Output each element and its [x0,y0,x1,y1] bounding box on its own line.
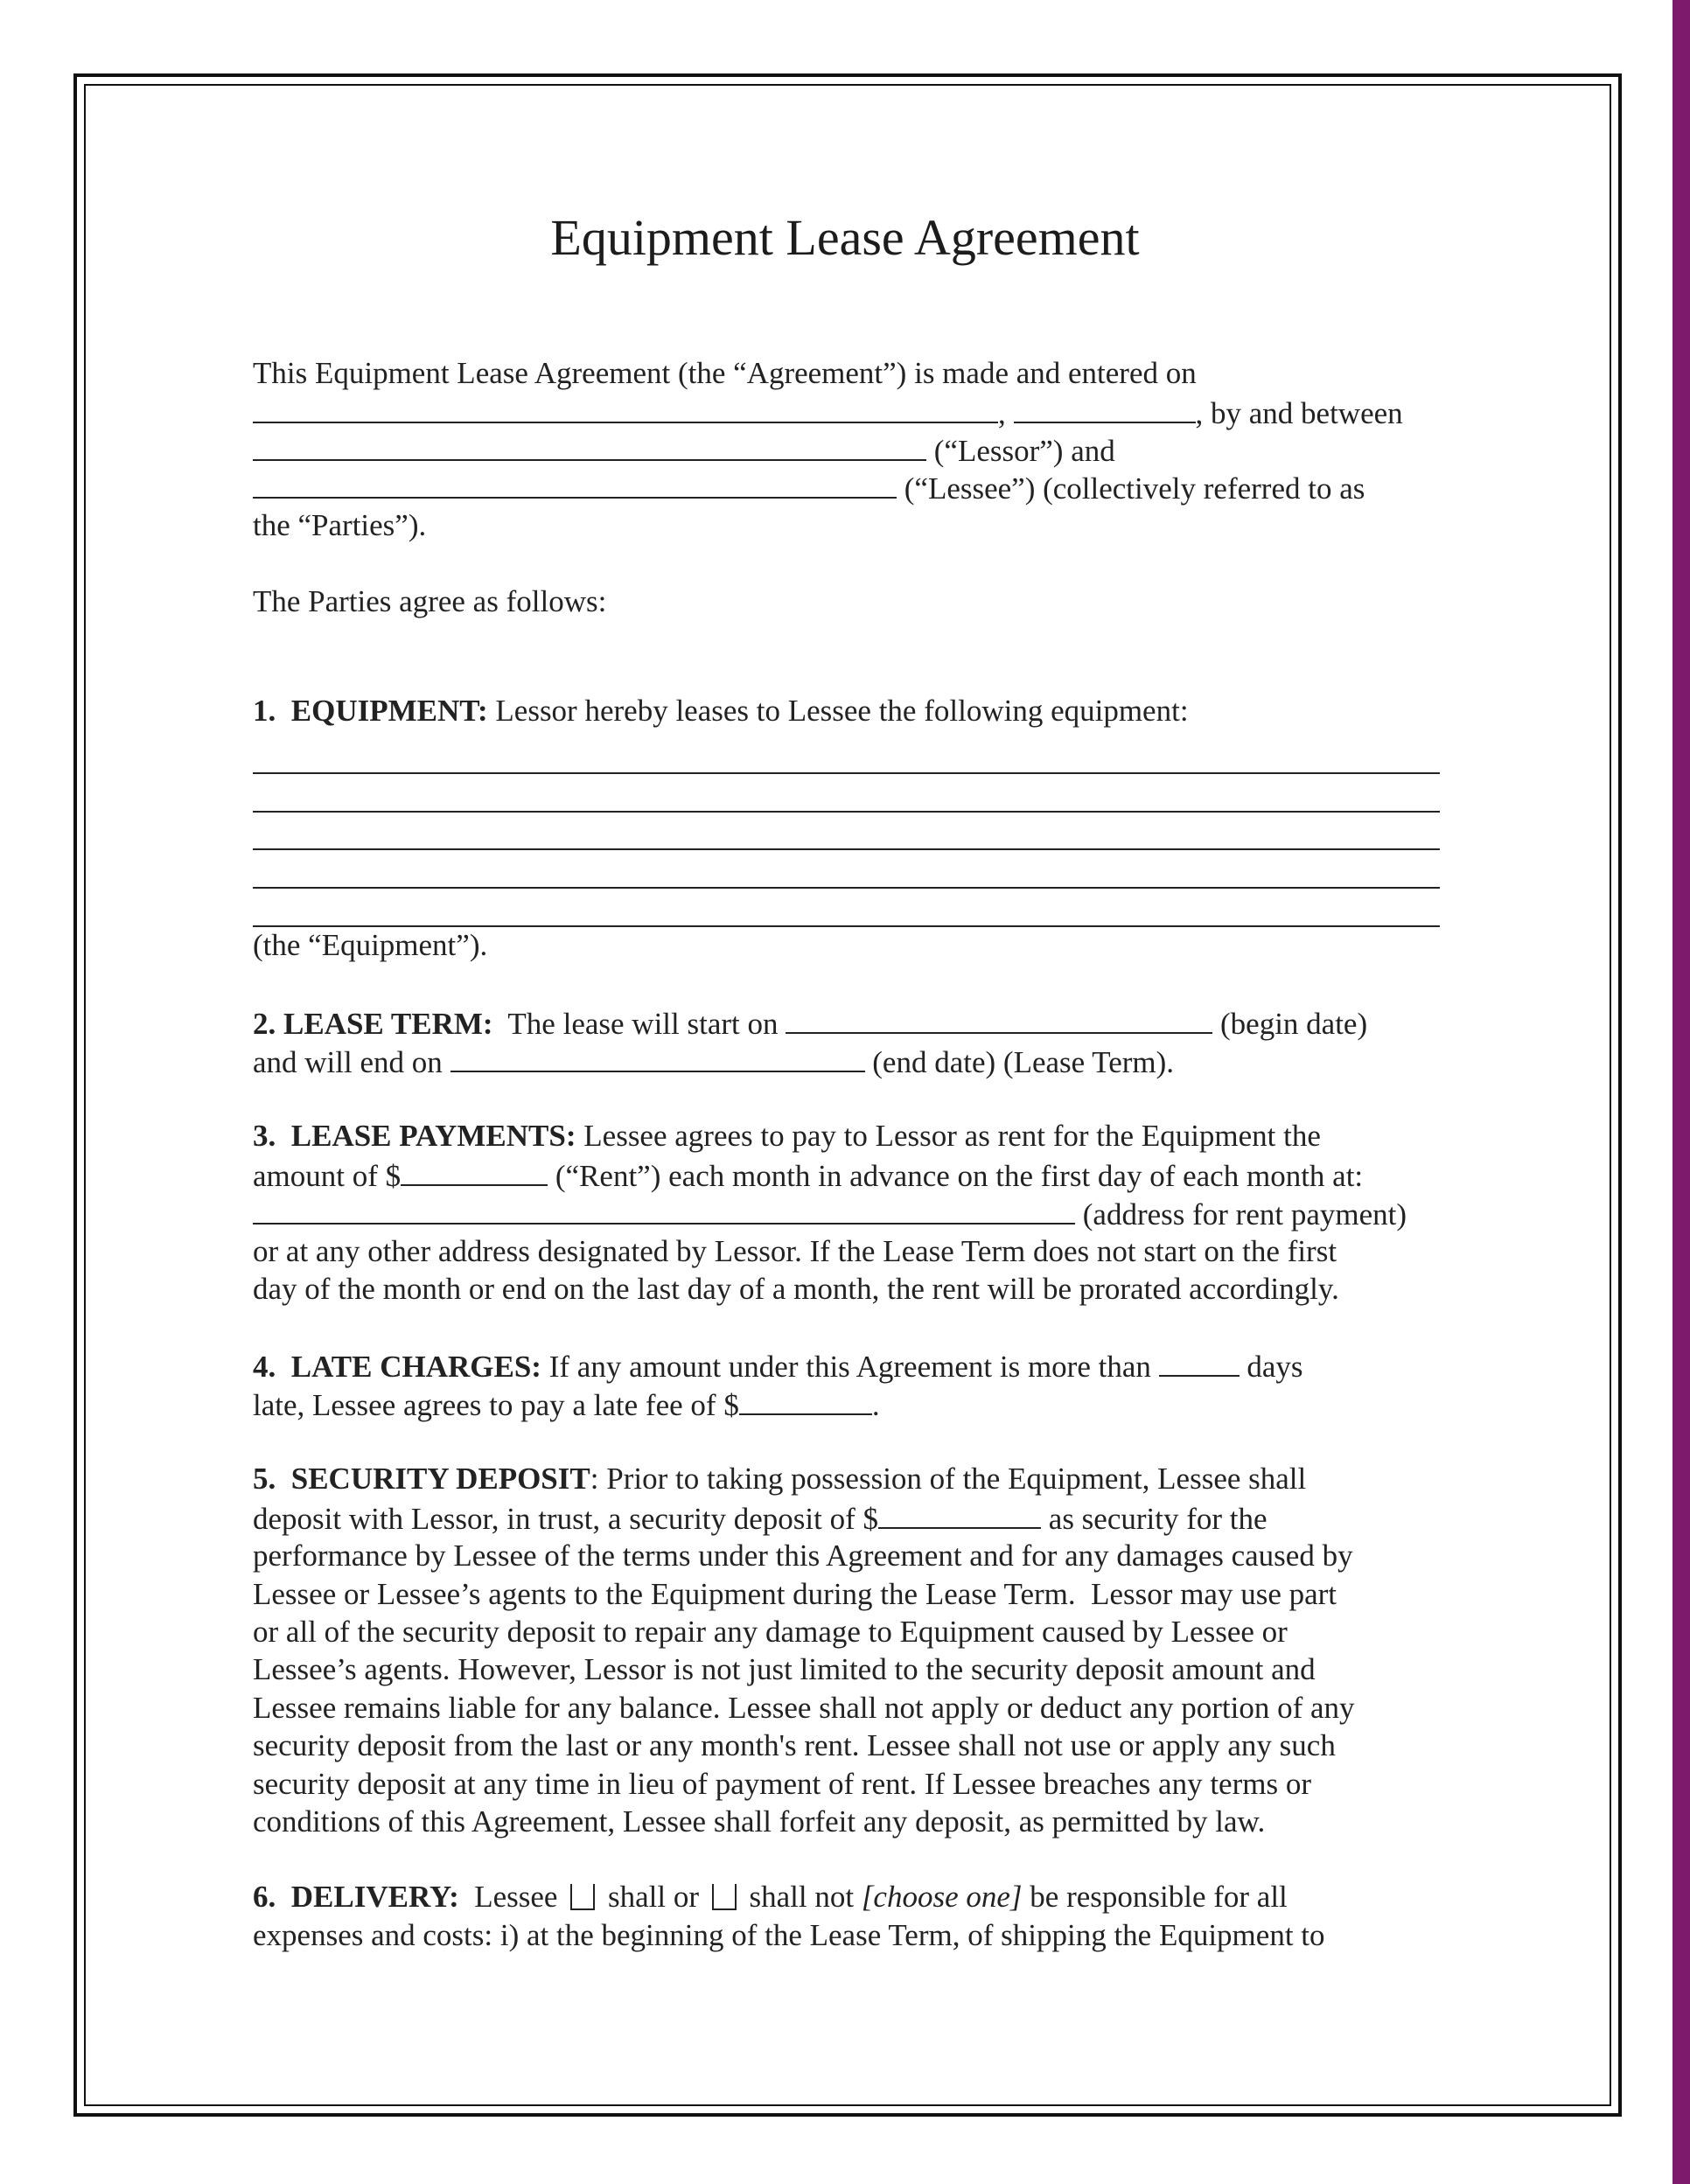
section-5-line-1 [253,1459,1306,1499]
section-5-line-8 [253,1726,1336,1766]
section-6-text-1e: be responsible for all [1022,1880,1288,1914]
section-6-text-1c: shall not [741,1880,862,1914]
section-5-line-7 [253,1688,1355,1728]
equipment-blank-line-2 [253,811,1440,813]
section-5-text-2b: as security for the [1041,1502,1268,1536]
section-5-text-2a: deposit with Lessor, in trust, a security deposit of $ [253,1502,879,1536]
comma: , [998,396,1006,430]
section-1-heading: 1. EQUIPMENT: [253,694,488,728]
section-3-heading: 3. LEASE PAYMENTS: [253,1119,576,1153]
section-5-heading: 5. SECURITY DEPOSIT [253,1462,590,1496]
section-4-text-1a: If any amount under this Agreement is more than [541,1350,1159,1384]
section-5-line-3 [253,1536,1353,1576]
section-6-line-1 [253,1877,1288,1917]
section-3-line-3 [253,1193,1407,1235]
section-5-text-10: conditions of this Agreement, Lessee shall forfeit any deposit, as permitted by law. [253,1804,1266,1839]
page-edge-accent [1673,0,1690,2184]
section-6-text-2: expenses and costs: i) at the beginning of the Lease Term, of shipping the Equipment to [253,1918,1325,1952]
section-2-line-1 [253,1002,1367,1044]
document-title: Equipment Lease Agreement [550,209,1140,266]
section-3-text-4: or at any other address designated by Lessor. If the Lease Term does not start on the first [253,1234,1337,1268]
section-4-line-1 [253,1345,1303,1387]
lessor-name-blank [253,429,926,461]
section-6-heading: 6. DELIVERY: [253,1880,459,1914]
section-3-text-1: Lessee agrees to pay to Lessor as rent for the Equipment the [576,1119,1321,1153]
intro-line-4 [253,467,1365,509]
end-date-label: (end date) (Lease Term). [864,1045,1175,1079]
deposit-amount-blank [878,1497,1041,1529]
shall-not-checkbox[interactable] [712,1884,737,1910]
rent-address-blank [253,1193,1075,1225]
begin-date-label: (begin date) [1212,1007,1368,1041]
section-2-heading: 2. LEASE TERM: [253,1007,493,1041]
section-6-text-1b: shall or [600,1880,707,1914]
section-4-line-2 [253,1384,880,1426]
section-1-text: Lessor hereby leases to Lessee the following equipment: [487,694,1189,728]
section-2-text-b: and will end on [253,1045,450,1079]
intro-line-5 [253,506,426,546]
section-5-text-8: security deposit from the last or any month's rent. Lessee shall not use or apply any such [253,1728,1336,1762]
intro-line-3 [253,429,1115,471]
section-4-heading: 4. LATE CHARGES: [253,1350,541,1384]
section-5-text-7: Lessee remains liable for any balance. Lessee shall not apply or deduct any portion of any [253,1691,1355,1725]
equipment-closing-text: (the “Equipment”). [253,928,488,962]
intro-text: This Equipment Lease Agreement (the “Agreement”) is made and entered on [253,356,1197,390]
section-3-text-2a: amount of $ [253,1159,402,1193]
date-blank [253,392,998,423]
section-5-line-2 [253,1497,1268,1539]
section-6-text-1a: Lessee [458,1880,566,1914]
lessee-name-blank [253,467,897,499]
section-4-text-2a: late, Lessee agrees to pay a late fee of $ [253,1388,739,1422]
section-3-text-2b: (“Rent”) each month in advance on the first day of each month at: [548,1159,1364,1193]
agree-line [253,582,606,622]
agree-text: The Parties agree as follows: [253,584,607,618]
section-3-line-5 [253,1269,1339,1309]
intro-line-1 [253,353,1197,394]
section-5-line-10 [253,1802,1265,1842]
period: . [871,1388,880,1422]
section-5-text-4: Lessee or Lessee’s agents to the Equipment during the Lease Term. Lessor may use part [253,1577,1337,1611]
section-5-text-6: Lessee’s agents. However, Lessor is not just limited to the security deposit amount and [253,1652,1316,1686]
section-5-line-4 [253,1574,1337,1615]
section-3-line-1 [253,1116,1321,1156]
year-blank [1014,392,1196,423]
end-date-blank [450,1041,865,1072]
intro-line-2 [253,392,1403,434]
late-days-blank [1159,1345,1240,1377]
section-6-line-2 [253,1915,1325,1956]
section-5-text-5: or all of the security deposit to repair any damage to Equipment caused by Lessee or [253,1615,1288,1649]
section-4-text-1b: days [1239,1350,1303,1384]
rent-address-label: (address for rent payment) [1075,1197,1407,1232]
shall-checkbox[interactable] [570,1884,595,1910]
section-3-text-5: day of the month or end on the last day of a month, the rent will be prorated accordingly. [253,1272,1339,1306]
equipment-blank-line-3 [253,848,1440,850]
section-2-text-a: The lease will start on [492,1007,786,1041]
late-fee-blank [739,1384,872,1415]
section-5-line-9 [253,1764,1311,1804]
lessee-label: (“Lessee”) (collectively referred to as [904,471,1365,506]
section-5-line-6 [253,1650,1316,1690]
section-1-line-1 [253,691,1189,731]
by-and-between-text: , by and between [1195,396,1403,430]
parties-text: the “Parties”). [253,508,427,542]
section-1-closing [253,925,487,966]
choose-one-note: [choose one] [861,1880,1023,1914]
equipment-blank-line-1 [253,772,1440,774]
lessor-label: (“Lessor”) and [933,434,1115,468]
section-5-text-9: security deposit at any time in lieu of payment of rent. If Lessee breaches any terms or [253,1767,1311,1801]
section-3-line-4 [253,1232,1337,1272]
section-5-text-3: performance by Lessee of the terms under this Agreement and for any damages caused by [253,1539,1353,1573]
section-5-line-5 [253,1612,1288,1652]
section-3-line-2 [253,1155,1363,1197]
equipment-blank-line-4 [253,887,1440,889]
section-2-line-2 [253,1041,1174,1083]
rent-amount-blank [401,1155,548,1186]
section-5-text-1: : Prior to taking possession of the Equipment, Lessee shall [590,1462,1307,1496]
begin-date-blank [786,1002,1212,1034]
